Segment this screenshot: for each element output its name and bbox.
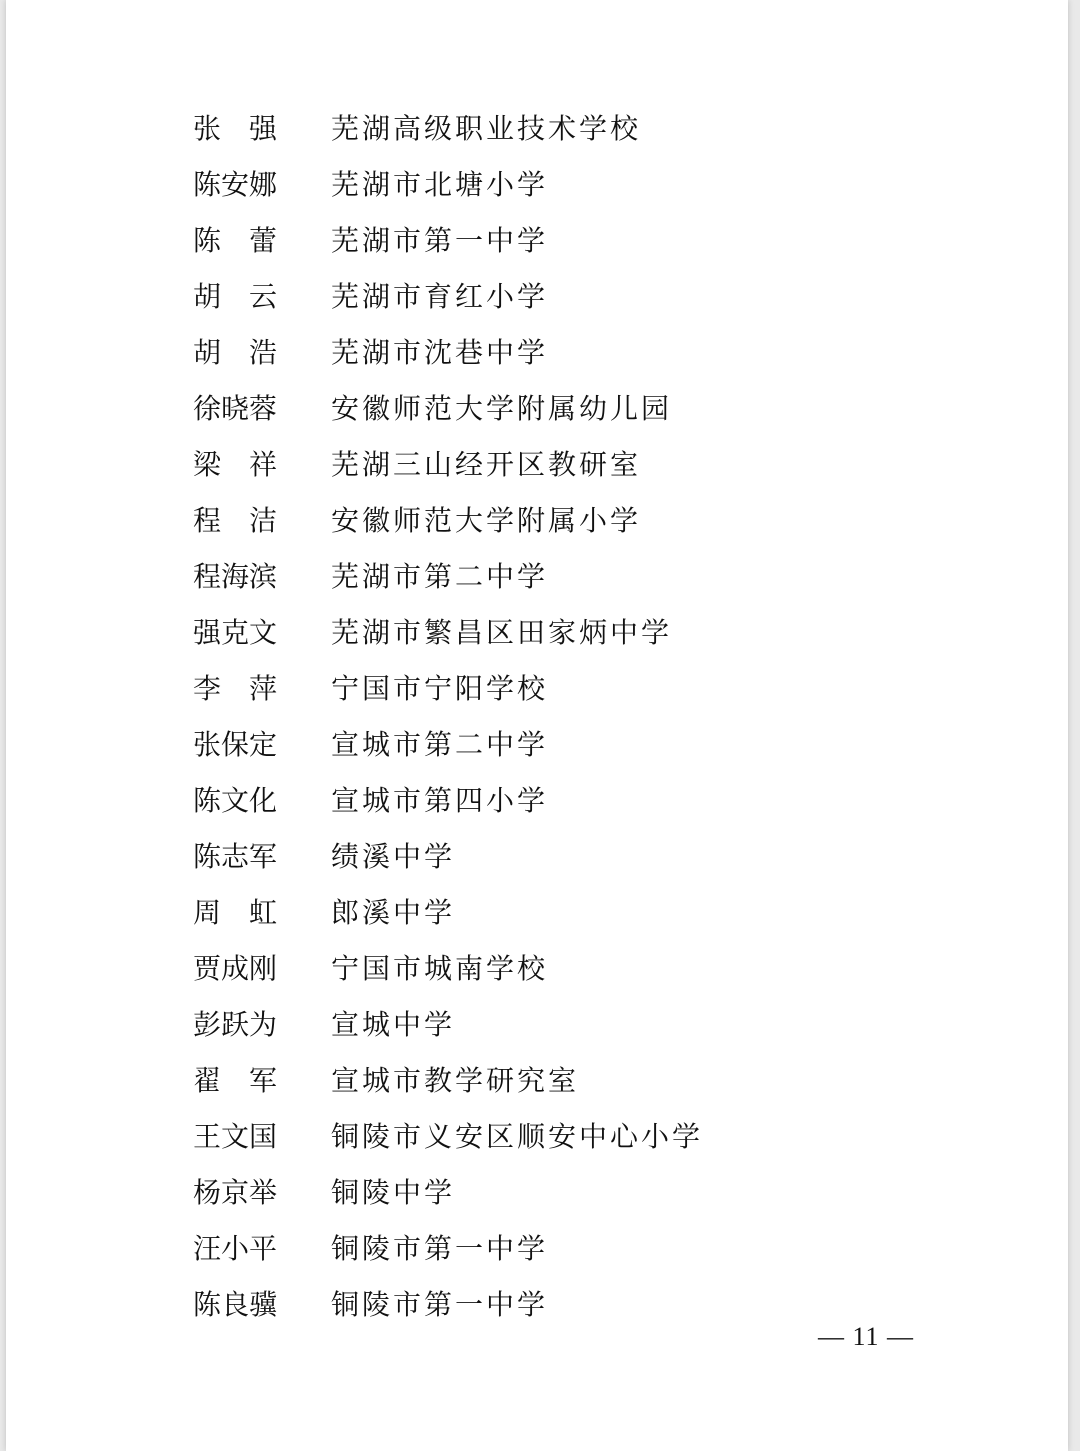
person-name xyxy=(193,1283,331,1323)
name-char: 安 xyxy=(221,168,250,201)
list-item xyxy=(193,99,703,155)
person-name xyxy=(193,611,331,651)
name-char: 彭 xyxy=(193,1008,222,1041)
organization: 宣城市第四小学 xyxy=(331,784,549,817)
list-item xyxy=(193,491,703,547)
name-char: 程 xyxy=(193,560,222,593)
person-name xyxy=(193,667,331,707)
list-item xyxy=(193,939,703,995)
list-item xyxy=(193,771,703,827)
organization: 芜湖市第一中学 xyxy=(331,224,549,257)
name-char: 刚 xyxy=(249,952,278,985)
name-char: 克 xyxy=(221,616,250,649)
list-item xyxy=(193,1051,703,1107)
list-item xyxy=(193,995,703,1051)
person-name xyxy=(193,499,331,539)
person-name xyxy=(193,1171,331,1211)
name-char: 娜 xyxy=(249,168,278,201)
person-name xyxy=(193,387,331,427)
name-char: 翟 xyxy=(193,1064,222,1097)
name-char: 张 xyxy=(193,112,222,145)
organization: 安徽师范大学附属幼儿园 xyxy=(331,392,673,425)
organization: 宁国市宁阳学校 xyxy=(331,672,549,705)
list-item xyxy=(193,715,703,771)
list-item xyxy=(193,267,703,323)
name-char: 浩 xyxy=(248,336,277,369)
name-char: 陈 xyxy=(193,224,222,257)
organization: 宣城中学 xyxy=(331,1008,456,1041)
name-char: 晓 xyxy=(221,392,250,425)
person-name xyxy=(193,331,331,371)
organization: 绩溪中学 xyxy=(331,840,456,873)
name-char: 强 xyxy=(248,112,277,145)
person-name xyxy=(193,107,331,147)
person-name xyxy=(193,1115,331,1155)
list-item xyxy=(193,1219,703,1275)
organization: 芜湖市第二中学 xyxy=(331,560,549,593)
name-char: 周 xyxy=(193,896,222,929)
name-char: 虹 xyxy=(248,896,277,929)
name-char: 平 xyxy=(249,1232,278,1265)
name-char: 胡 xyxy=(193,280,222,313)
list-item xyxy=(193,547,703,603)
person-name xyxy=(193,947,331,987)
organization: 铜陵市义安区顺安中心小学 xyxy=(331,1120,704,1153)
name-char: 海 xyxy=(221,560,250,593)
person-name xyxy=(193,555,331,595)
list-item xyxy=(193,603,703,659)
name-char: 陈 xyxy=(193,1288,222,1321)
name-char: 小 xyxy=(221,1232,250,1265)
name-char: 陈 xyxy=(193,784,222,817)
organization: 铜陵市第一中学 xyxy=(331,1288,549,1321)
name-char: 蓉 xyxy=(249,392,278,425)
name-char: 定 xyxy=(249,728,278,761)
organization: 郎溪中学 xyxy=(331,896,456,929)
name-char: 李 xyxy=(193,672,222,705)
name-char: 云 xyxy=(248,280,277,313)
person-name xyxy=(193,275,331,315)
name-char: 萍 xyxy=(248,672,277,705)
name-char: 举 xyxy=(249,1176,278,1209)
person-name xyxy=(193,163,331,203)
name-char: 京 xyxy=(221,1176,250,1209)
name-char: 军 xyxy=(248,1064,277,1097)
name-char: 文 xyxy=(221,784,250,817)
name-char: 良 xyxy=(221,1288,250,1321)
name-char: 文 xyxy=(249,616,278,649)
organization: 铜陵中学 xyxy=(331,1176,456,1209)
organization: 芜湖三山经开区教研室 xyxy=(331,448,642,481)
name-char: 陈 xyxy=(193,168,222,201)
organization: 芜湖高级职业技术学校 xyxy=(331,112,642,145)
list-item xyxy=(193,211,703,267)
name-char: 汪 xyxy=(193,1232,222,1265)
organization: 宣城市教学研究室 xyxy=(331,1064,580,1097)
page-number: — 11 — xyxy=(818,1322,915,1351)
list-item xyxy=(193,435,703,491)
name-char: 胡 xyxy=(193,336,222,369)
name-char: 保 xyxy=(221,728,250,761)
organization: 芜湖市沈巷中学 xyxy=(331,336,549,369)
list-item xyxy=(193,883,703,939)
person-name xyxy=(193,1059,331,1099)
person-name xyxy=(193,443,331,483)
organization: 宣城市第二中学 xyxy=(331,728,549,761)
person-name xyxy=(193,723,331,763)
name-char: 文 xyxy=(221,1120,250,1153)
name-list xyxy=(193,99,703,1331)
list-item xyxy=(193,323,703,379)
person-name xyxy=(193,779,331,819)
organization: 铜陵市第一中学 xyxy=(331,1232,549,1265)
name-char: 蕾 xyxy=(248,224,277,257)
person-name xyxy=(193,891,331,931)
name-char: 梁 xyxy=(193,448,222,481)
list-item xyxy=(193,1163,703,1219)
name-char: 跃 xyxy=(221,1008,250,1041)
person-name xyxy=(193,219,331,259)
list-item xyxy=(193,379,703,435)
name-char: 军 xyxy=(249,840,278,873)
name-char: 徐 xyxy=(193,392,222,425)
name-char: 为 xyxy=(249,1008,278,1041)
name-char: 杨 xyxy=(193,1176,222,1209)
name-char: 贾 xyxy=(193,952,222,985)
document-page xyxy=(6,0,1068,1451)
name-char: 骥 xyxy=(249,1288,278,1321)
organization: 芜湖市繁昌区田家炳中学 xyxy=(331,616,673,649)
name-char: 张 xyxy=(193,728,222,761)
name-char: 强 xyxy=(193,616,222,649)
list-item xyxy=(193,827,703,883)
organization: 宁国市城南学校 xyxy=(331,952,549,985)
list-item xyxy=(193,155,703,211)
name-char: 洁 xyxy=(248,504,277,537)
list-item xyxy=(193,1107,703,1163)
name-char: 滨 xyxy=(249,560,278,593)
organization: 芜湖市北塘小学 xyxy=(331,168,549,201)
person-name xyxy=(193,1003,331,1043)
name-char: 成 xyxy=(221,952,250,985)
name-char: 程 xyxy=(193,504,222,537)
list-item xyxy=(193,659,703,715)
name-char: 志 xyxy=(221,840,250,873)
name-char: 陈 xyxy=(193,840,222,873)
name-char: 祥 xyxy=(248,448,277,481)
name-char: 化 xyxy=(249,784,278,817)
person-name xyxy=(193,835,331,875)
name-char: 国 xyxy=(249,1120,278,1153)
person-name xyxy=(193,1227,331,1267)
name-char: 王 xyxy=(193,1120,222,1153)
list-item xyxy=(193,1275,703,1331)
organization: 芜湖市育红小学 xyxy=(331,280,549,313)
organization: 安徽师范大学附属小学 xyxy=(331,504,642,537)
